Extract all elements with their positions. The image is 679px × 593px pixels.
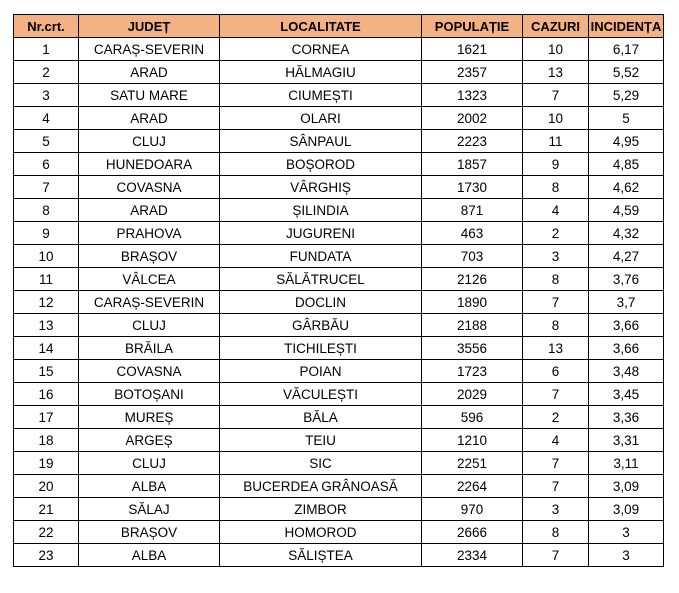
cell-localitate: CORNEA	[220, 38, 422, 61]
cell-incidenta: 4,32	[589, 222, 664, 245]
cell-localitate: TICHILEȘTI	[220, 337, 422, 360]
cell-cazuri: 7	[523, 475, 589, 498]
cell-cazuri: 10	[523, 107, 589, 130]
cell-nr: 2	[14, 61, 79, 84]
cell-cazuri: 3	[523, 245, 589, 268]
table-row	[14, 452, 664, 475]
table-row	[14, 153, 664, 176]
cell-judet: ALBA	[79, 544, 220, 567]
cell-nr: 23	[14, 544, 79, 567]
table-row	[14, 291, 664, 314]
cell-cazuri: 6	[523, 360, 589, 383]
cell-incidenta: 3,31	[589, 429, 664, 452]
cell-nr: 3	[14, 84, 79, 107]
header-row	[14, 15, 664, 38]
table-row	[14, 84, 664, 107]
table-row	[14, 176, 664, 199]
cell-cazuri: 2	[523, 222, 589, 245]
cell-incidenta: 3,09	[589, 498, 664, 521]
cell-localitate: ZIMBOR	[220, 498, 422, 521]
cell-cazuri: 9	[523, 153, 589, 176]
cell-judet: CARAȘ-SEVERIN	[79, 38, 220, 61]
cell-localitate: BUCERDEA GRÂNOASĂ	[220, 475, 422, 498]
cell-populatie: 1890	[422, 291, 523, 314]
cell-populatie: 2666	[422, 521, 523, 544]
cell-nr: 9	[14, 222, 79, 245]
cell-nr: 18	[14, 429, 79, 452]
cell-populatie: 2029	[422, 383, 523, 406]
table-row	[14, 337, 664, 360]
cell-nr: 12	[14, 291, 79, 314]
cell-populatie: 1723	[422, 360, 523, 383]
cell-populatie: 1730	[422, 176, 523, 199]
cell-judet: SĂLAJ	[79, 498, 220, 521]
header-localitate: LOCALITATE	[220, 15, 422, 38]
table-header	[14, 15, 664, 38]
cell-localitate: FUNDATA	[220, 245, 422, 268]
cell-populatie: 463	[422, 222, 523, 245]
cell-populatie: 2223	[422, 130, 523, 153]
cell-populatie: 1621	[422, 38, 523, 61]
cell-incidenta: 3,09	[589, 475, 664, 498]
cell-judet: ARAD	[79, 199, 220, 222]
cell-populatie: 970	[422, 498, 523, 521]
cell-judet: CLUJ	[79, 130, 220, 153]
cell-cazuri: 7	[523, 84, 589, 107]
cell-populatie: 2334	[422, 544, 523, 567]
cell-cazuri: 7	[523, 383, 589, 406]
cell-cazuri: 8	[523, 268, 589, 291]
table-row	[14, 38, 664, 61]
cell-incidenta: 5,29	[589, 84, 664, 107]
cell-nr: 8	[14, 199, 79, 222]
cell-judet: COVASNA	[79, 360, 220, 383]
cell-populatie: 2357	[422, 61, 523, 84]
header-cazuri: CAZURI	[523, 15, 589, 38]
table-row	[14, 130, 664, 153]
cell-cazuri: 13	[523, 61, 589, 84]
cell-cazuri: 8	[523, 521, 589, 544]
cell-localitate: CIUMEȘTI	[220, 84, 422, 107]
cell-localitate: BĂLA	[220, 406, 422, 429]
cell-judet: ARGEȘ	[79, 429, 220, 452]
cell-cazuri: 3	[523, 498, 589, 521]
cell-nr: 1	[14, 38, 79, 61]
cell-incidenta: 3,36	[589, 406, 664, 429]
table-row	[14, 107, 664, 130]
table-row	[14, 544, 664, 567]
cell-localitate: VÂRGHIȘ	[220, 176, 422, 199]
table-body	[14, 38, 664, 567]
cell-incidenta: 4,95	[589, 130, 664, 153]
cell-incidenta: 4,59	[589, 199, 664, 222]
cell-nr: 7	[14, 176, 79, 199]
cell-incidenta: 3	[589, 544, 664, 567]
cell-judet: SATU MARE	[79, 84, 220, 107]
table-row	[14, 61, 664, 84]
cell-localitate: BOȘOROD	[220, 153, 422, 176]
cell-judet: COVASNA	[79, 176, 220, 199]
cell-cazuri: 13	[523, 337, 589, 360]
cell-cazuri: 7	[523, 291, 589, 314]
cell-nr: 16	[14, 383, 79, 406]
cell-localitate: SĂLĂTRUCEL	[220, 268, 422, 291]
cell-localitate: JUGURENI	[220, 222, 422, 245]
table-row	[14, 498, 664, 521]
cell-localitate: ȘILINDIA	[220, 199, 422, 222]
cell-incidenta: 3,66	[589, 337, 664, 360]
table-row	[14, 360, 664, 383]
cell-populatie: 703	[422, 245, 523, 268]
cell-localitate: SÂNPAUL	[220, 130, 422, 153]
cell-incidenta: 3	[589, 521, 664, 544]
cell-incidenta: 4,85	[589, 153, 664, 176]
cell-judet: BRAȘOV	[79, 245, 220, 268]
table-row	[14, 222, 664, 245]
cell-judet: ARAD	[79, 107, 220, 130]
cell-judet: PRAHOVA	[79, 222, 220, 245]
table-row	[14, 383, 664, 406]
cell-populatie: 596	[422, 406, 523, 429]
cell-nr: 10	[14, 245, 79, 268]
cell-nr: 4	[14, 107, 79, 130]
cell-incidenta: 4,62	[589, 176, 664, 199]
cell-nr: 17	[14, 406, 79, 429]
cell-judet: BRAȘOV	[79, 521, 220, 544]
cell-cazuri: 7	[523, 452, 589, 475]
cell-judet: HUNEDOARA	[79, 153, 220, 176]
incidence-table	[13, 14, 664, 567]
cell-nr: 20	[14, 475, 79, 498]
table-row	[14, 245, 664, 268]
cell-cazuri: 8	[523, 314, 589, 337]
cell-populatie: 1857	[422, 153, 523, 176]
cell-localitate: OLARI	[220, 107, 422, 130]
cell-localitate: TEIU	[220, 429, 422, 452]
table-row	[14, 268, 664, 291]
cell-judet: BRĂILA	[79, 337, 220, 360]
cell-nr: 21	[14, 498, 79, 521]
table-row	[14, 521, 664, 544]
cell-cazuri: 4	[523, 429, 589, 452]
cell-populatie: 1323	[422, 84, 523, 107]
cell-incidenta: 3,7	[589, 291, 664, 314]
cell-localitate: HOMOROD	[220, 521, 422, 544]
cell-nr: 14	[14, 337, 79, 360]
cell-incidenta: 3,76	[589, 268, 664, 291]
cell-populatie: 2264	[422, 475, 523, 498]
cell-populatie: 1210	[422, 429, 523, 452]
cell-localitate: GÂRBĂU	[220, 314, 422, 337]
cell-judet: MUREȘ	[79, 406, 220, 429]
cell-judet: CLUJ	[79, 314, 220, 337]
cell-nr: 11	[14, 268, 79, 291]
cell-populatie: 2188	[422, 314, 523, 337]
table-row	[14, 406, 664, 429]
cell-localitate: SĂLIȘTEA	[220, 544, 422, 567]
table-row	[14, 475, 664, 498]
table-row	[14, 429, 664, 452]
header-incidenta: INCIDENȚA	[589, 15, 664, 38]
cell-nr: 13	[14, 314, 79, 337]
cell-judet: CARAȘ-SEVERIN	[79, 291, 220, 314]
cell-localitate: POIAN	[220, 360, 422, 383]
cell-nr: 5	[14, 130, 79, 153]
cell-incidenta: 3,66	[589, 314, 664, 337]
cell-judet: BOTOȘANI	[79, 383, 220, 406]
cell-incidenta: 5,52	[589, 61, 664, 84]
cell-cazuri: 10	[523, 38, 589, 61]
cell-populatie: 2126	[422, 268, 523, 291]
table-row	[14, 199, 664, 222]
cell-populatie: 2251	[422, 452, 523, 475]
table-row	[14, 314, 664, 337]
cell-incidenta: 3,48	[589, 360, 664, 383]
cell-localitate: SIC	[220, 452, 422, 475]
cell-localitate: VĂCULEȘTI	[220, 383, 422, 406]
cell-judet: VÂLCEA	[79, 268, 220, 291]
header-populatie: POPULAȚIE	[422, 15, 523, 38]
cell-cazuri: 2	[523, 406, 589, 429]
cell-populatie: 871	[422, 199, 523, 222]
cell-nr: 19	[14, 452, 79, 475]
cell-nr: 22	[14, 521, 79, 544]
cell-incidenta: 3,11	[589, 452, 664, 475]
cell-populatie: 2002	[422, 107, 523, 130]
cell-localitate: DOCLIN	[220, 291, 422, 314]
cell-cazuri: 11	[523, 130, 589, 153]
cell-nr: 15	[14, 360, 79, 383]
header-judet: JUDEȚ	[79, 15, 220, 38]
cell-cazuri: 7	[523, 544, 589, 567]
cell-cazuri: 8	[523, 176, 589, 199]
cell-populatie: 3556	[422, 337, 523, 360]
cell-judet: CLUJ	[79, 452, 220, 475]
cell-incidenta: 5	[589, 107, 664, 130]
cell-incidenta: 6,17	[589, 38, 664, 61]
cell-nr: 6	[14, 153, 79, 176]
cell-incidenta: 4,27	[589, 245, 664, 268]
header-nr: Nr.crt.	[14, 15, 79, 38]
cell-judet: ALBA	[79, 475, 220, 498]
cell-incidenta: 3,45	[589, 383, 664, 406]
cell-localitate: HĂLMAGIU	[220, 61, 422, 84]
cell-cazuri: 4	[523, 199, 589, 222]
cell-judet: ARAD	[79, 61, 220, 84]
